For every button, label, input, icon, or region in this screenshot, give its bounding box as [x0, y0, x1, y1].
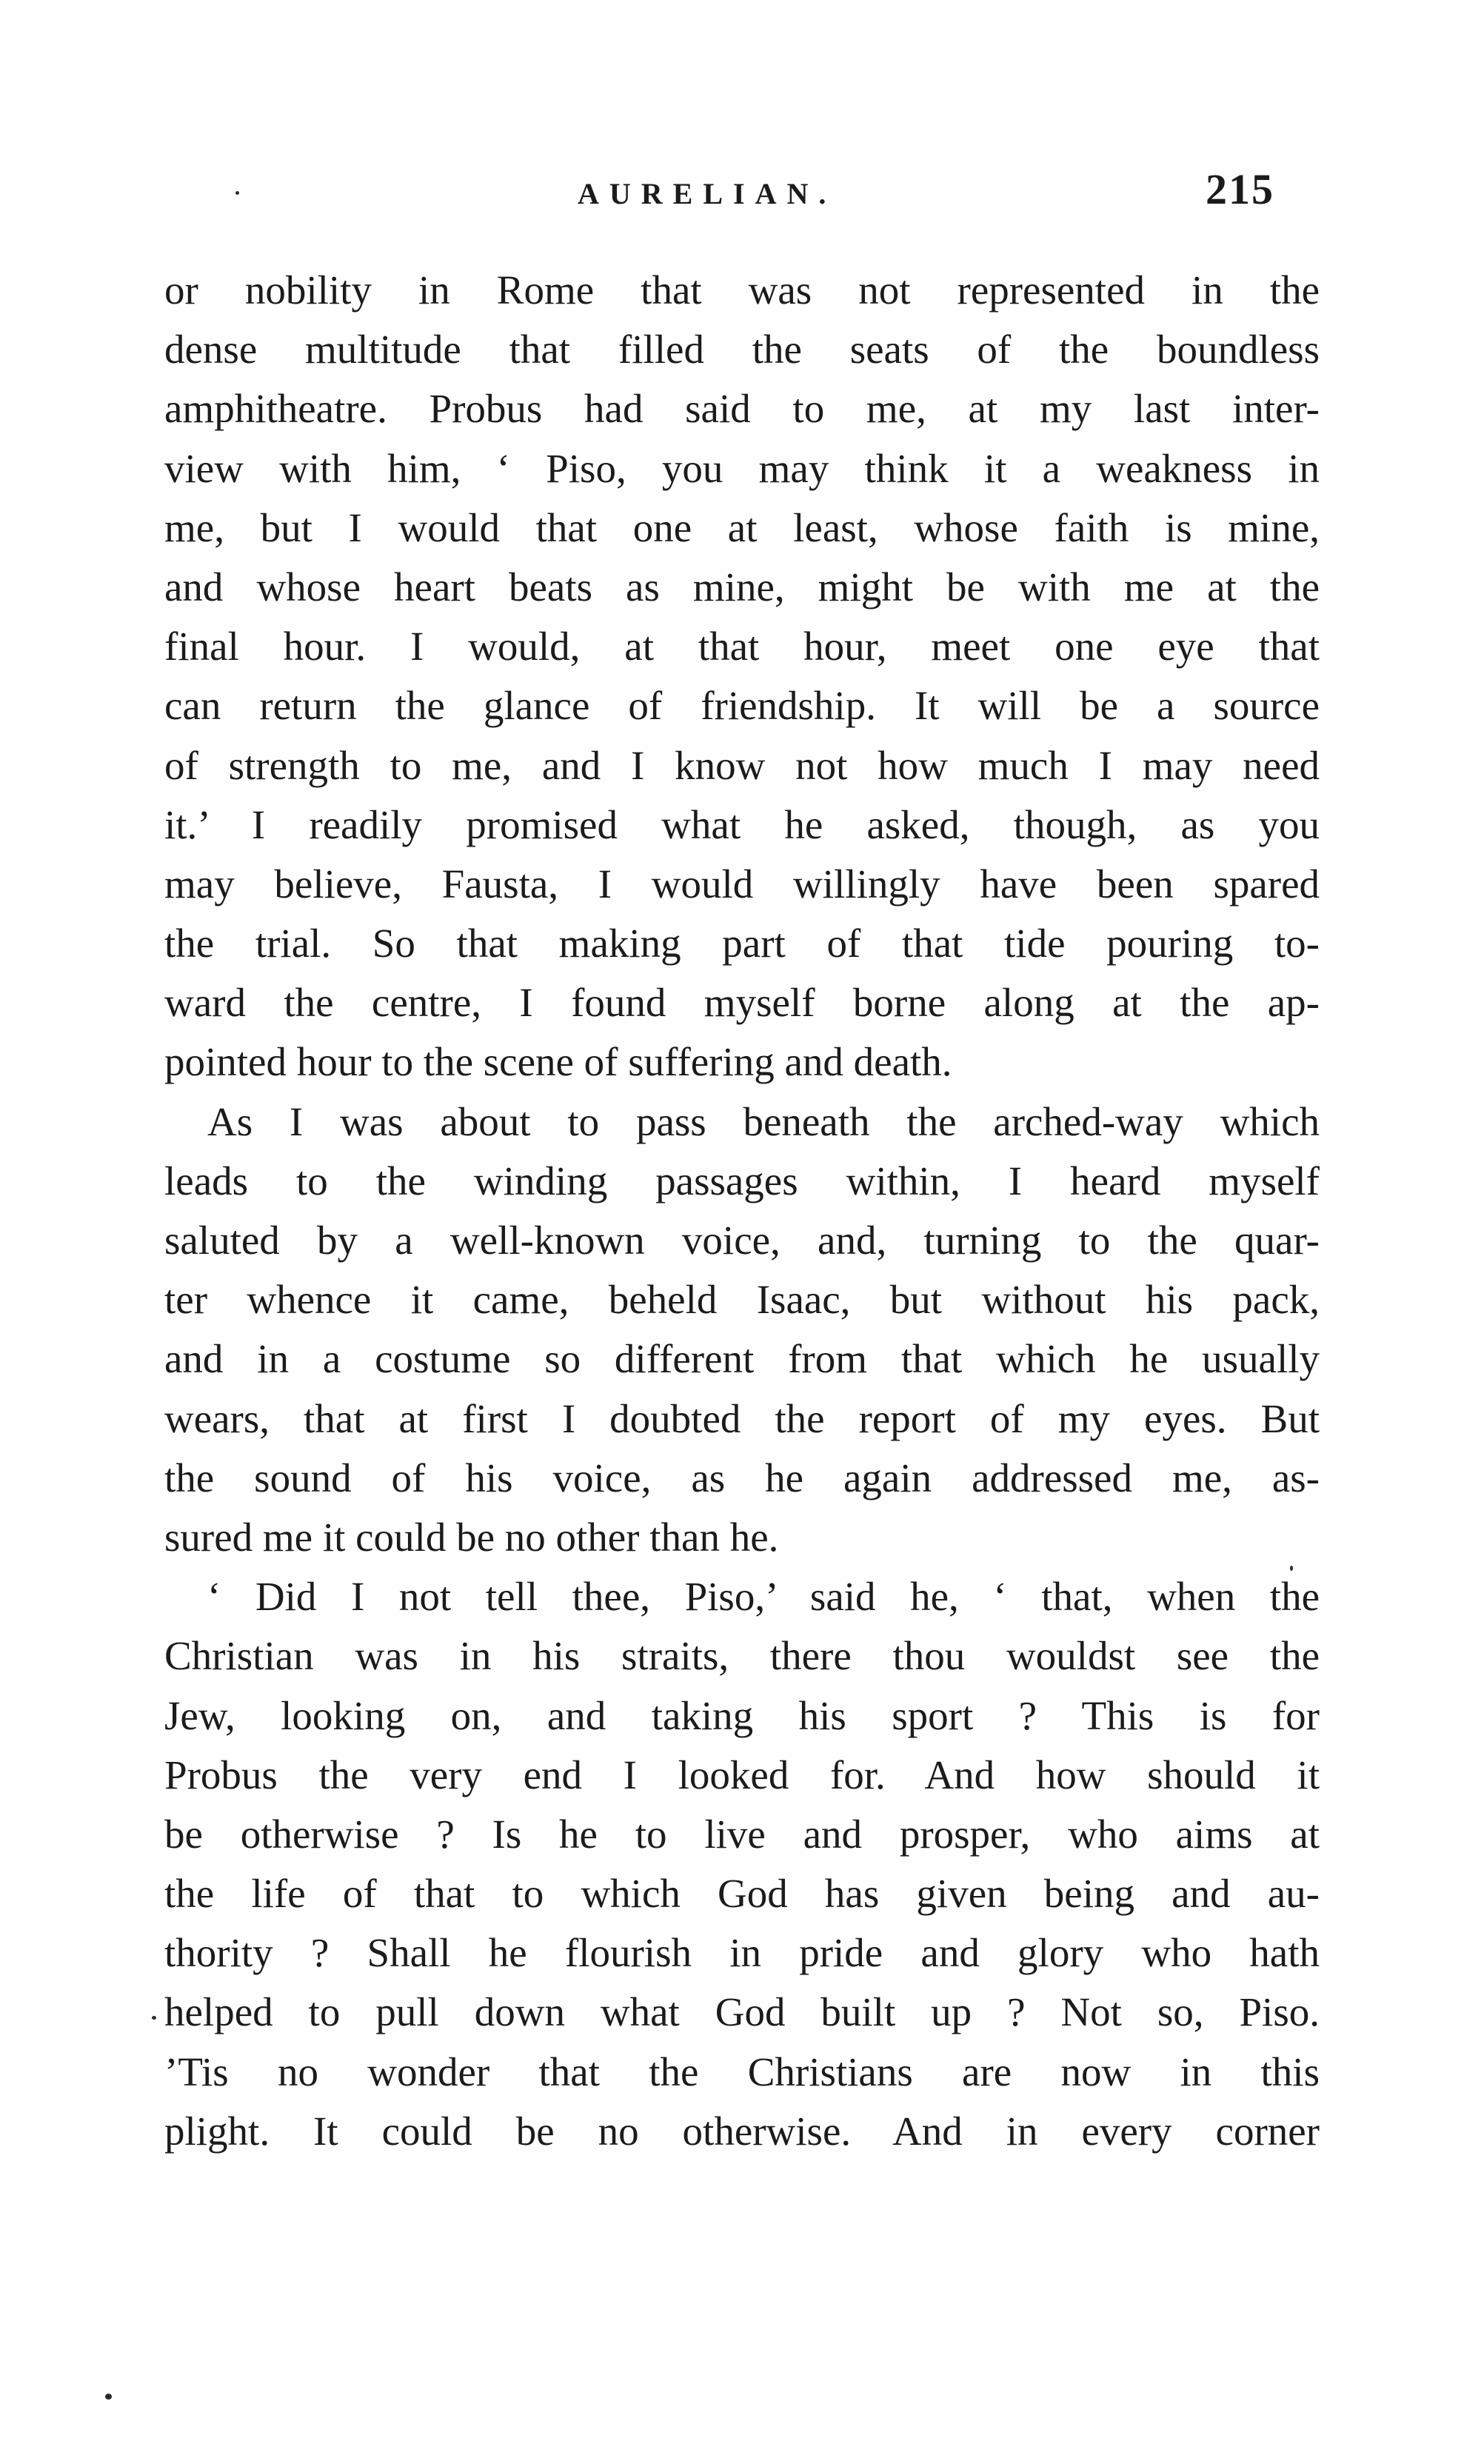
- text-line: helped to pull down what God built up ? Not so, Piso.: [164, 1989, 1320, 2035]
- text-line: can return the glance of friendship. It will be a source: [164, 683, 1320, 729]
- text-line: the sound of his voice, as he again addressed me, as-: [164, 1455, 1320, 1500]
- print-speck: [105, 2394, 112, 2400]
- text-line: ter whence it came, beheld Isaac, but without his pack,: [164, 1277, 1320, 1323]
- text-line: of strength to me, and I know not how much I may need: [164, 742, 1320, 788]
- text-line: the trial. So that making part of that tide pouring to-: [164, 921, 1320, 966]
- page-number: 215: [1206, 165, 1274, 213]
- text-line: ‘ Did I not tell thee, Piso,’ said he, ‘ that, when the: [207, 1574, 1320, 1620]
- text-line: dense multitude that filled the seats of the boundless: [164, 327, 1320, 373]
- text-line: final hour. I would, at that hour, meet one eye that: [164, 624, 1320, 670]
- text-line: saluted by a well-known voice, and, turning to the quar-: [164, 1218, 1320, 1263]
- text-line: pointed hour to the scene of suffering and death.: [164, 1039, 952, 1085]
- text-line: and in a costume so different from that which he usually: [164, 1336, 1320, 1382]
- text-line: and whose heart beats as mine, might be with me at the: [164, 564, 1320, 610]
- print-speck: [235, 191, 239, 195]
- text-line: Christian was in his straits, there thou wouldst see the: [164, 1633, 1320, 1679]
- text-line: ward the centre, I found myself borne along at the ap-: [164, 980, 1320, 1026]
- text-line: wears, that at first I doubted the report of my eyes. But: [164, 1395, 1320, 1441]
- running-title: AURELIAN.: [578, 177, 837, 210]
- text-line: view with him, ‘ Piso, you may think it a weakness in: [164, 445, 1320, 491]
- print-speck: [1290, 1566, 1293, 1571]
- body-text: [164, 261, 1320, 2161]
- text-line: ’Tis no wonder that the Christians are now in this: [164, 2049, 1320, 2094]
- text-line: me, but I would that one at least, whose faith is mine,: [164, 504, 1320, 550]
- text-line: may believe, Fausta, I would willingly have been spared: [164, 861, 1320, 907]
- text-line: leads to the winding passages within, I heard myself: [164, 1158, 1320, 1203]
- text-line: Probus the very end I looked for. And how should it: [164, 1752, 1320, 1797]
- text-line: the life of that to which God has given being and au-: [164, 1871, 1320, 1917]
- text-line: be otherwise ? Is he to live and prosper, who aims at: [164, 1811, 1320, 1857]
- text-line: Jew, looking on, and taking his sport ? This is for: [164, 1692, 1320, 1738]
- text-line: As I was about to pass beneath the arched-way which: [207, 1098, 1320, 1144]
- text-line: amphitheatre. Probus had said to me, at my last inter-: [164, 386, 1320, 432]
- text-line: sured me it could be no other than he.: [164, 1514, 779, 1560]
- text-line: it.’ I readily promised what he asked, though, as you: [164, 801, 1320, 847]
- text-line: thority ? Shall he flourish in pride and glory who hath: [164, 1930, 1320, 1976]
- text-line: plight. It could be no otherwise. And in every corner: [164, 2108, 1320, 2154]
- text-line: or nobility in Rome that was not represented in the: [164, 267, 1320, 313]
- print-speck: [152, 2016, 156, 2020]
